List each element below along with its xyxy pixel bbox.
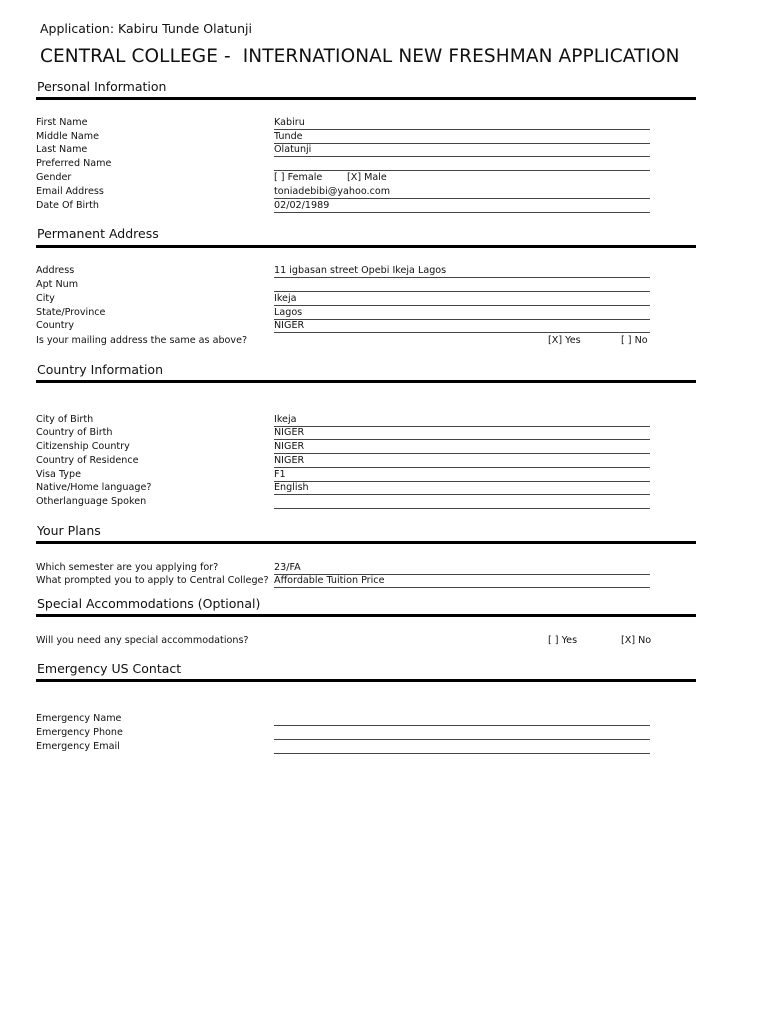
field-value: Affordable Tuition Price [274, 575, 385, 586]
field-label: Preferred Name [36, 158, 112, 169]
country-of-birth-field[interactable] [274, 427, 650, 440]
section-rule [36, 541, 696, 544]
visa-type-field[interactable] [274, 469, 650, 482]
date-of-birth-field[interactable] [274, 200, 650, 213]
field-value: F1 [274, 469, 286, 480]
field-label: Middle Name [36, 131, 100, 142]
last-name-field[interactable] [274, 144, 650, 157]
field-value: 23/FA [274, 562, 301, 573]
field-label: Citizenship Country [36, 441, 130, 452]
field-value: Ikeja [274, 293, 297, 304]
semester-field[interactable] [274, 562, 650, 575]
emergency-phone-field[interactable] [274, 727, 650, 740]
form-row-last-name [36, 144, 650, 158]
field-label: Emergency Email [36, 741, 120, 752]
form-row-emergency-name [36, 713, 650, 727]
native-language-field[interactable] [274, 482, 650, 495]
field-label: State/Province [36, 307, 106, 318]
form-row-mailing-same [36, 335, 650, 349]
section-rule [36, 245, 696, 248]
middle-name-field[interactable] [274, 131, 650, 144]
mailing-no-checkbox[interactable]: [ ] No [621, 335, 648, 346]
field-label: What prompted you to apply to Central College? [36, 575, 269, 586]
field-label: Email Address [36, 186, 104, 197]
accommodations-question: Will you need any special accommodations? [36, 635, 249, 646]
first-name-field[interactable] [274, 117, 650, 130]
field-value: English [274, 482, 309, 493]
form-row-email [36, 186, 650, 200]
form-row-apt [36, 279, 650, 293]
field-value: 02/02/1989 [274, 200, 330, 211]
field-value: Lagos [274, 307, 303, 318]
gender-female-checkbox[interactable]: [ ] Female [274, 172, 323, 183]
field-value: Kabiru [274, 117, 305, 128]
form-row-state [36, 307, 650, 321]
form-row-dob [36, 200, 650, 214]
form-row-country-of-birth [36, 427, 650, 441]
form-row-emergency-phone [36, 727, 650, 741]
field-label: Address [36, 265, 75, 276]
section-rule [36, 380, 696, 383]
form-row-middle-name [36, 131, 650, 145]
form-row-prompt [36, 575, 650, 589]
section-title-plans: Your Plans [37, 523, 101, 538]
field-value: 11 igbasan street Opebi Ikeja Lagos [274, 265, 447, 276]
application-label: Application: Kabiru Tunde Olatunji [40, 21, 252, 36]
form-row-visa [36, 469, 650, 483]
citizenship-country-field[interactable] [274, 441, 650, 454]
field-label: Native/Home language? [36, 482, 152, 493]
field-label: First Name [36, 117, 88, 128]
emergency-name-field[interactable] [274, 713, 650, 726]
accommodations-yes-checkbox[interactable]: [ ] Yes [548, 635, 578, 646]
field-label: Country of Birth [36, 427, 113, 438]
field-label: Which semester are you applying for? [36, 562, 219, 573]
gender-male-checkbox[interactable]: [X] Male [347, 172, 387, 183]
form-row-citizenship [36, 441, 650, 455]
field-value: NIGER [274, 441, 305, 452]
field-label: Apt Num [36, 279, 79, 290]
field-value: NIGER [274, 455, 305, 466]
field-label: Visa Type [36, 469, 81, 480]
city-field[interactable] [274, 293, 650, 306]
field-label: Gender [36, 172, 72, 183]
field-value: Olatunji [274, 144, 312, 155]
field-label: Date Of Birth [36, 200, 99, 211]
form-row-native-language [36, 482, 650, 496]
accommodations-no-checkbox[interactable]: [X] No [621, 635, 652, 646]
field-label: City [36, 293, 55, 304]
section-rule [36, 97, 696, 100]
section-rule [36, 679, 696, 682]
mailing-question: Is your mailing address the same as above? [36, 335, 248, 346]
field-value: Tunde [274, 131, 303, 142]
section-title-accommodations: Special Accommodations (Optional) [37, 596, 261, 611]
apt-num-field[interactable] [274, 279, 650, 292]
form-row-country [36, 320, 650, 334]
address-field[interactable] [274, 265, 650, 278]
apply-reason-field[interactable] [274, 575, 650, 588]
form-row-city-of-birth [36, 414, 650, 428]
field-label: Emergency Phone [36, 727, 123, 738]
city-of-birth-field[interactable] [274, 414, 650, 427]
section-rule [36, 614, 696, 617]
field-value: Ikeja [274, 414, 297, 425]
preferred-name-field[interactable] [274, 158, 650, 171]
form-row-semester [36, 562, 650, 576]
field-value: NIGER [274, 427, 305, 438]
country-of-residence-field[interactable] [274, 455, 650, 468]
form-row-accommodations [36, 635, 650, 649]
section-title-emergency: Emergency US Contact [37, 661, 182, 676]
form-row-emergency-email [36, 741, 650, 755]
field-label: Last Name [36, 144, 88, 155]
state-field[interactable] [274, 307, 650, 320]
field-label: Otherlanguage Spoken [36, 496, 147, 507]
form-row-address [36, 265, 650, 279]
form-row-city [36, 293, 650, 307]
emergency-email-field[interactable] [274, 741, 650, 754]
other-language-field[interactable] [274, 496, 650, 509]
field-label: Country of Residence [36, 455, 139, 466]
field-label: Country [36, 320, 75, 331]
mailing-yes-checkbox[interactable]: [X] Yes [548, 335, 581, 346]
field-label: City of Birth [36, 414, 94, 425]
email-field[interactable] [274, 186, 650, 199]
form-row-preferred-name [36, 158, 650, 172]
section-title-personal: Personal Information [37, 79, 167, 94]
form-row-gender [36, 172, 650, 186]
form-row-residence [36, 455, 650, 469]
field-value: toniadebibi@yahoo.com [274, 186, 391, 197]
section-title-country: Country Information [37, 362, 163, 377]
form-row-first-name [36, 117, 650, 131]
section-title-address: Permanent Address [37, 226, 159, 241]
form-row-other-language [36, 496, 650, 510]
field-value: NIGER [274, 320, 305, 331]
country-field[interactable] [274, 320, 650, 333]
field-label: Emergency Name [36, 713, 122, 724]
page-title: CENTRAL COLLEGE - INTERNATIONAL NEW FRESHMAN APPLICATION [40, 46, 680, 67]
